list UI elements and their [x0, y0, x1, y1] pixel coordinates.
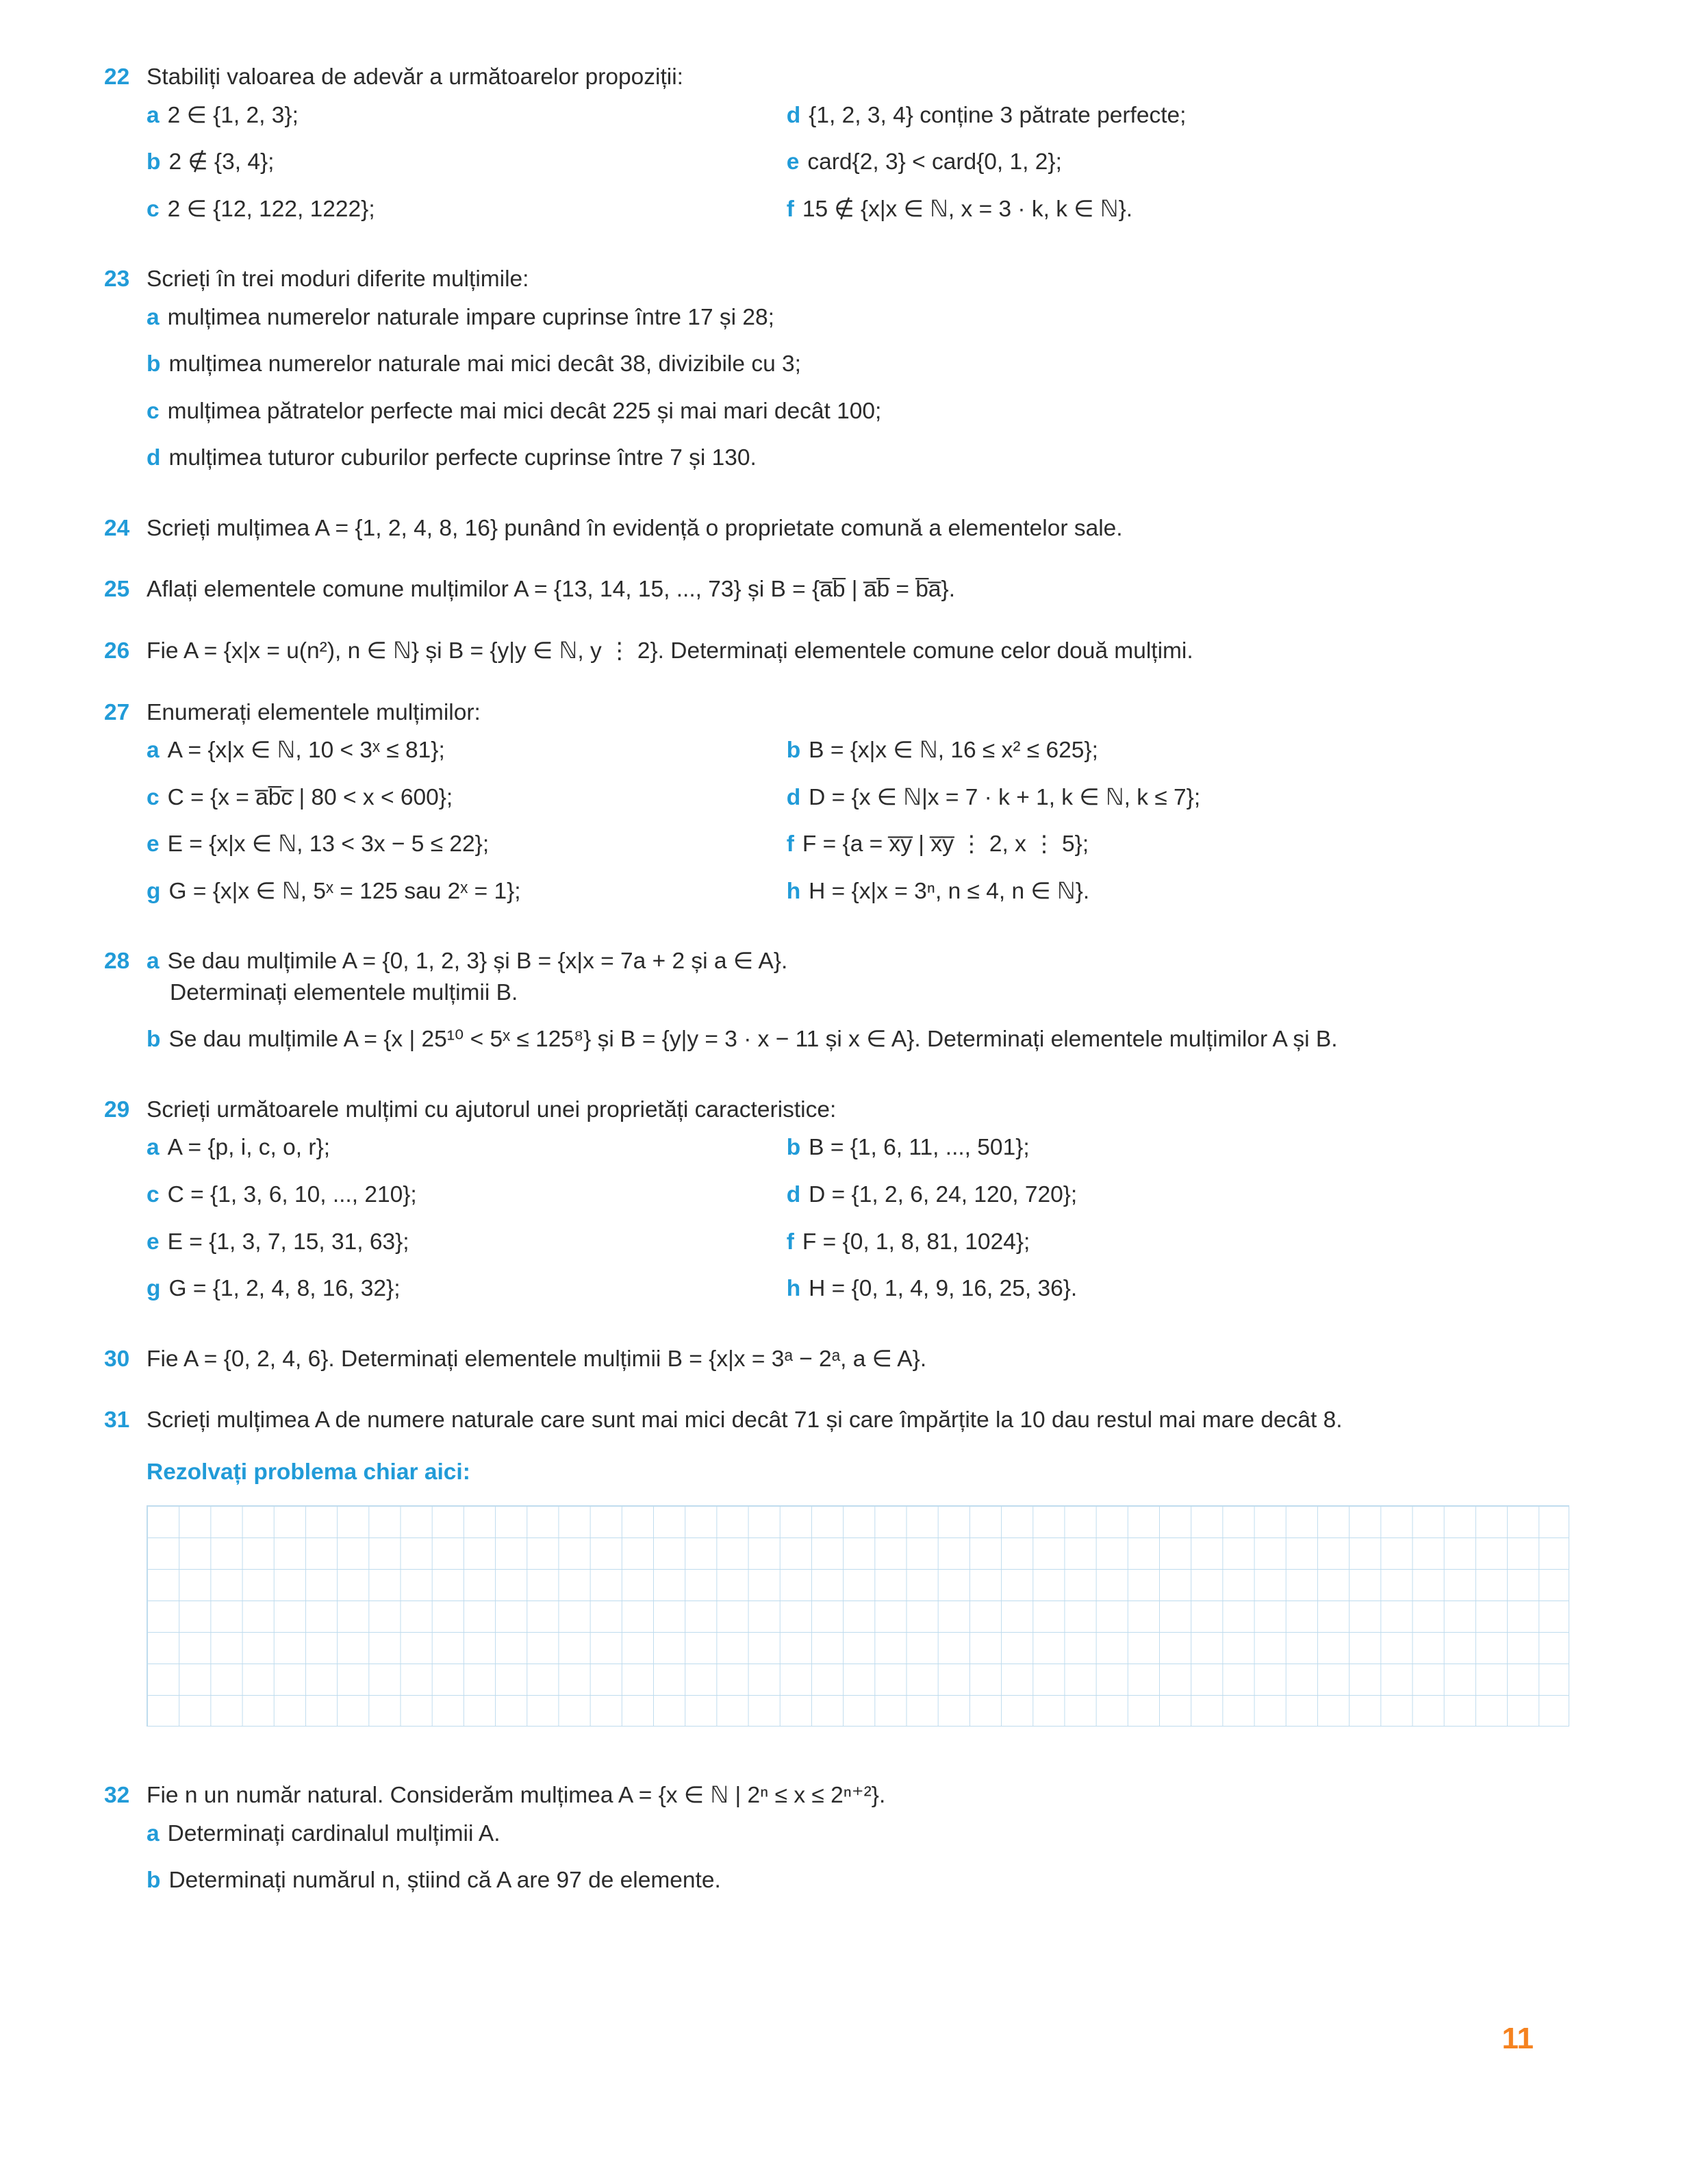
item-text: 2 ∈ {12, 122, 1222};	[167, 196, 375, 222]
item-a	[147, 735, 780, 766]
item-text: mulțimea numerelor naturale impare cuprinse între 17 și 28;	[167, 304, 774, 330]
item-grid	[147, 100, 1569, 241]
item-label: f	[786, 831, 794, 857]
problem-27	[104, 697, 1569, 923]
problem-number: 23	[104, 266, 130, 292]
item-c	[147, 782, 780, 814]
item-text: C = {x = a̅b̅c̅ | 80 < x < 600};	[167, 784, 453, 810]
item-d	[147, 442, 1569, 474]
item-b	[147, 147, 780, 178]
item-text: Se dau mulțimile A = {x | 25¹⁰ < 5ˣ ≤ 125⁸} și B = {y|y = 3 · x − 11 și x ∈ A}. Determinați elementele mulțimilor A și B.	[168, 1027, 1338, 1053]
item-text: A = {p, i, c, o, r};	[167, 1135, 331, 1161]
item-label: b	[147, 149, 161, 175]
item-a	[147, 100, 780, 131]
item-label: e	[147, 831, 160, 857]
item-text: G = {1, 2, 4, 8, 16, 32};	[168, 1276, 401, 1302]
problem-number: 22	[104, 64, 130, 90]
solve-here-prompt: Rezolvați problema chiar aici:	[147, 1459, 470, 1485]
item-d	[787, 1179, 1569, 1211]
item-label: e	[147, 1229, 160, 1255]
problem-32	[104, 1780, 1569, 1912]
item-label: a	[147, 304, 160, 330]
item-text: mulțimea tuturor cuburilor perfecte cuprinse între 7 și 130.	[168, 445, 757, 471]
item-label: a	[147, 738, 160, 764]
item-text: D = {1, 2, 6, 24, 120, 720};	[809, 1182, 1078, 1208]
page-number: 11	[1501, 2022, 1534, 2055]
item-text: {1, 2, 3, 4} conține 3 pătrate perfecte;	[809, 102, 1187, 128]
problem-body	[147, 1344, 1569, 1382]
problem-text: Scrieți mulțimea A de numere naturale care sunt mai mici decât 71 și care împărțite la 10 dau restul mai mare decât 8.	[147, 1407, 1343, 1433]
item-label: a	[147, 1135, 160, 1161]
problem-text: Aflați elementele comune mulțimilor A = {13, 14, 15, ..., 73} și B = {a̅b̅ | a̅b̅ = b̅a̅}.	[147, 577, 956, 603]
item-b	[787, 1132, 1569, 1164]
problem-number: 26	[104, 638, 130, 664]
item-label: b	[786, 738, 801, 764]
item-text: D = {x ∈ ℕ|x = 7 · k + 1, k ∈ ℕ, k ≤ 7};	[809, 784, 1201, 810]
item-e	[147, 829, 780, 860]
problem-body	[147, 697, 1569, 923]
item-text: E = {1, 3, 7, 15, 31, 63};	[167, 1229, 409, 1255]
problem-22	[104, 62, 1569, 240]
item-label: h	[786, 1276, 801, 1302]
item-text: mulțimea numerelor naturale mai mici decât 38, divizibile cu 3;	[168, 351, 801, 377]
item-label: e	[786, 149, 800, 175]
problem-text: Scrieți mulțimea A = {1, 2, 4, 8, 16} punând în evidență o proprietate comună a elementelor sale.	[147, 515, 1123, 541]
item-text: C = {1, 3, 6, 10, ..., 210};	[167, 1182, 417, 1208]
problem-28	[104, 946, 1569, 1071]
item-label: b	[786, 1135, 801, 1161]
item-c	[147, 1179, 780, 1211]
problem-body	[147, 946, 1569, 1071]
item-text: 2 ∈ {1, 2, 3};	[167, 102, 299, 128]
problem-text: Fie A = {0, 2, 4, 6}. Determinați elementele mulțimii B = {x|x = 3ᵃ − 2ᵃ, a ∈ A}.	[147, 1346, 927, 1372]
solution-grid[interactable]	[147, 1505, 1569, 1727]
problem-number: 25	[104, 577, 130, 603]
item-b	[147, 1024, 1569, 1055]
item-label: c	[147, 398, 160, 424]
item-label: f	[786, 1229, 794, 1255]
problem-number: 27	[104, 699, 130, 725]
item-f	[787, 1227, 1569, 1258]
item-g	[147, 876, 780, 907]
item-d	[787, 782, 1569, 814]
problem-intro: Enumerați elementele mulțimilor:	[147, 699, 481, 725]
item-label: d	[147, 445, 161, 471]
item-text: B = {x|x ∈ ℕ, 16 ≤ x² ≤ 625};	[809, 738, 1098, 764]
item-d	[787, 100, 1569, 131]
item-label: a	[147, 1820, 160, 1846]
problem-intro: Scrieți următoarele mulțimi cu ajutorul unei proprietăți caracteristice:	[147, 1096, 837, 1122]
problem-23	[104, 264, 1569, 490]
item-label: g	[147, 1276, 161, 1302]
item-text: F = {0, 1, 8, 81, 1024};	[802, 1229, 1030, 1255]
item-a	[147, 1818, 1569, 1850]
item-label: b	[147, 1868, 161, 1894]
item-e	[787, 147, 1569, 178]
problem-number: 29	[104, 1096, 130, 1122]
problem-number: 24	[104, 515, 130, 541]
item-label: c	[147, 196, 160, 222]
item-label: a	[147, 102, 160, 128]
item-text: card{2, 3} < card{0, 1, 2};	[807, 149, 1062, 175]
item-g	[147, 1273, 780, 1305]
problem-text: Fie A = {x|x = u(n²), n ∈ ℕ} și B = {y|y ∈ ℕ, y ⋮ 2}. Determinați elementele comune celor două mulțimi.	[147, 638, 1193, 664]
problem-body	[147, 1094, 1569, 1320]
item-text: 15 ∉ {x|x ∈ ℕ, x = 3 · k, k ∈ ℕ}.	[802, 196, 1133, 222]
item-list	[147, 1818, 1569, 1896]
item-label: c	[147, 784, 160, 810]
item-label: f	[786, 196, 794, 222]
item-label: g	[147, 878, 161, 904]
item-list	[147, 302, 1569, 474]
problem-26	[104, 636, 1569, 674]
item-e	[147, 1227, 780, 1258]
item-a	[147, 1132, 780, 1164]
item-text: E = {x|x ∈ ℕ, 13 < 3x − 5 ≤ 22};	[167, 831, 490, 857]
item-label: d	[786, 1182, 801, 1208]
item-text: F = {a = x̅y̅ | x̅y̅ ⋮ 2, x ⋮ 5};	[802, 831, 1089, 857]
item-a	[147, 302, 1569, 334]
item-grid	[147, 735, 1569, 922]
item-b	[787, 735, 1569, 766]
item-label: d	[786, 102, 801, 128]
problem-body	[147, 1405, 1569, 1757]
problem-intro: Fie n un număr natural. Considerăm mulțimea A = {x ∈ ℕ | 2ⁿ ≤ x ≤ 2ⁿ⁺²}.	[147, 1783, 886, 1809]
item-text: A = {x|x ∈ ℕ, 10 < 3ˣ ≤ 81};	[167, 738, 445, 764]
problem-body	[147, 62, 1569, 240]
item-b	[147, 1865, 1569, 1896]
problem-intro: Stabiliți valoarea de adevăr a următoarelor propoziții:	[147, 64, 683, 90]
item-text: 2 ∉ {3, 4};	[168, 149, 275, 175]
item-label: b	[147, 1027, 161, 1053]
problem-25	[104, 574, 1569, 612]
item-c	[147, 194, 780, 225]
problem-body	[147, 513, 1569, 551]
item-label: c	[147, 1182, 160, 1208]
item-f	[787, 829, 1569, 860]
item-a	[147, 946, 1569, 1008]
problem-body	[147, 636, 1569, 674]
item-text: Se dau mulțimile A = {0, 1, 2, 3} și B = {x|x = 7a + 2 și a ∈ A}.	[167, 949, 788, 975]
problem-29	[104, 1094, 1569, 1320]
problem-number: 30	[104, 1346, 130, 1372]
item-label: h	[786, 878, 801, 904]
item-grid	[147, 1132, 1569, 1320]
problem-body	[147, 264, 1569, 490]
item-text: B = {1, 6, 11, ..., 501};	[809, 1135, 1030, 1161]
item-label: a	[147, 949, 160, 975]
problem-body	[147, 1780, 1569, 1912]
problem-30	[104, 1344, 1569, 1382]
page-content	[104, 62, 1569, 1935]
item-text: Determinați numărul n, știind că A are 97 de elemente.	[168, 1868, 721, 1894]
problem-31	[104, 1405, 1569, 1757]
problem-number: 32	[104, 1783, 130, 1809]
item-h	[787, 1273, 1569, 1305]
item-text: mulțimea pătratelor perfecte mai mici decât 225 și mai mari decât 100;	[167, 398, 882, 424]
item-text-continued: Determinați elementele mulțimii B.	[170, 979, 518, 1005]
problem-number: 31	[104, 1407, 130, 1433]
item-text: H = {0, 1, 4, 9, 16, 25, 36}.	[809, 1276, 1078, 1302]
item-h	[787, 876, 1569, 907]
problem-intro: Scrieți în trei moduri diferite mulțimile:	[147, 266, 529, 292]
item-label: b	[147, 351, 161, 377]
item-c	[147, 396, 1569, 427]
problem-24	[104, 513, 1569, 551]
item-b	[147, 349, 1569, 380]
item-text: G = {x|x ∈ ℕ, 5ˣ = 125 sau 2ˣ = 1};	[168, 878, 521, 904]
problem-number: 28	[104, 949, 130, 975]
item-f	[787, 194, 1569, 225]
item-text: Determinați cardinalul mulțimii A.	[167, 1820, 500, 1846]
item-text: H = {x|x = 3ⁿ, n ≤ 4, n ∈ ℕ}.	[809, 878, 1090, 904]
problem-body	[147, 574, 1569, 612]
item-label: d	[786, 784, 801, 810]
item-list	[147, 946, 1569, 1055]
